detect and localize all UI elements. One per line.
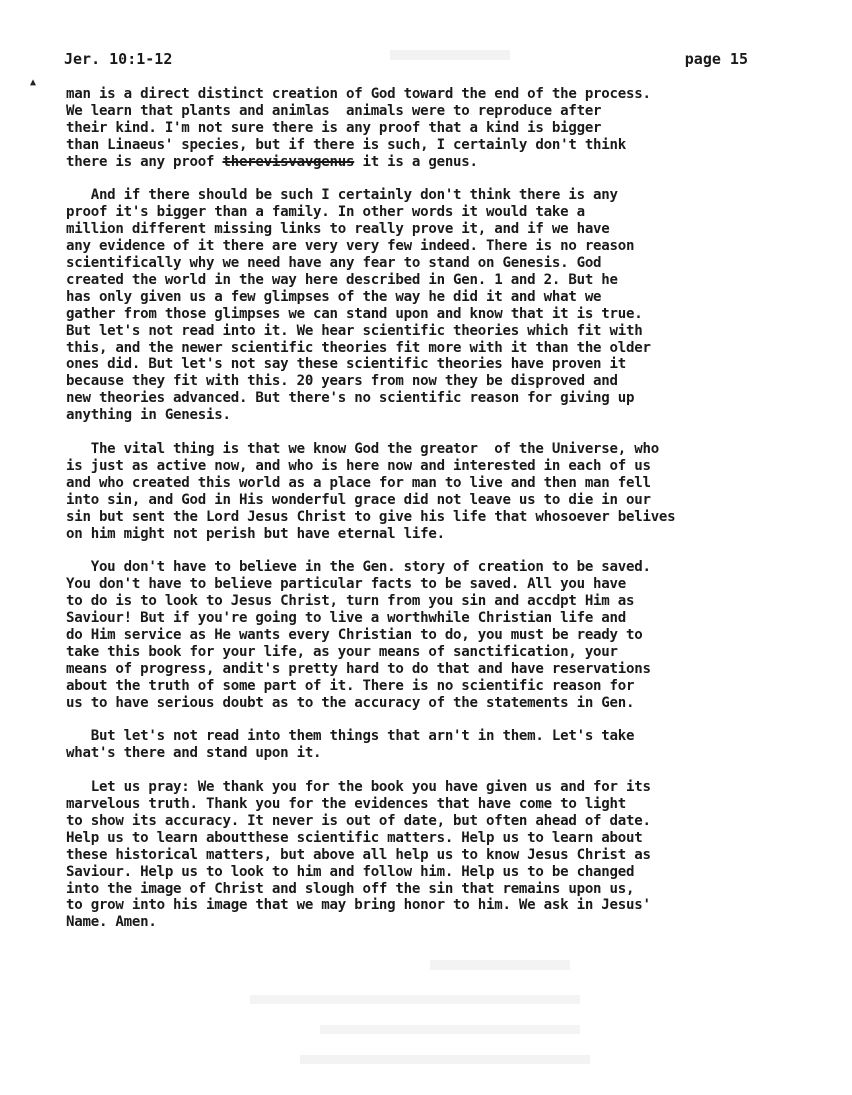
text-line: Name. Amen. [66, 914, 157, 931]
text-line: gather from those glimpses we can stand upon and know that it is true. [66, 305, 643, 322]
text-line: Saviour! But if you're going to live a worthwhile Christian life and [66, 610, 626, 627]
text-line: created the world in the way here described in Gen. 1 and 2. But he [66, 271, 618, 288]
paragraph [66, 187, 836, 424]
text-line: do Him service as He wants every Christian to do, you must be ready to [66, 626, 643, 643]
text-line: than Linaeus' species, but if there is such, I certainly don't think [66, 136, 626, 153]
text-line: their kind. I'm not sure there is any proof that a kind is bigger [66, 119, 602, 136]
paragraph [66, 728, 836, 762]
text-line: You don't have to believe in the Gen. story of creation to be saved. [66, 559, 651, 576]
text-fragment: it is a genus. [354, 153, 478, 170]
bleed-through-shadow [250, 995, 580, 1004]
text-line: But let's not read into them things that arn't in them. Let's take [66, 728, 635, 745]
scripture-reference: Jer. 10:1-12 [64, 50, 173, 68]
text-line: us to have serious doubt as to the accuracy of the statements in Gen. [66, 694, 635, 711]
bleed-through-shadow [430, 960, 570, 970]
text-line: You don't have to believe particular facts to be saved. All you have [66, 576, 626, 593]
text-line: Let us pray: We thank you for the book you have given us and for its [66, 779, 651, 796]
text-line: is just as active now, and who is here now and interested in each of us [66, 457, 651, 474]
text-line: The vital thing is that we know God the greator of the Universe, who [66, 441, 659, 457]
bleed-through-shadow [300, 1055, 590, 1064]
page-number: page 15 [684, 50, 748, 68]
text-line [66, 154, 836, 171]
bleed-through-shadow [320, 1025, 580, 1034]
text-line: and who created this world as a place for man to live and then man fell [66, 474, 651, 491]
text-line: sin but sent the Lord Jesus Christ to give his life that whosoever belives [66, 508, 676, 525]
text-line: But let's not read into it. We hear scientific theories which fit with [66, 322, 643, 339]
text-line: what's there and stand upon it. [66, 745, 322, 762]
text-line: Saviour. Help us to look to him and follow him. Help us to be changed [66, 863, 635, 880]
text-line: anything in Genesis. [66, 407, 231, 424]
text-line: marvelous truth. Thank you for the evidences that have come to light [66, 795, 626, 812]
text-line: about the truth of some part of it. There is no scientific reason for [66, 677, 635, 694]
text-line: to show its accuracy. It never is out of date, but often ahead of date. [66, 812, 651, 829]
text-line: on him might not perish but have eternal life. [66, 525, 445, 542]
bleed-through-shadow [390, 50, 510, 60]
text-line: man is a direct distinct creation of God toward the end of the process. [66, 86, 651, 102]
paragraph [66, 559, 836, 711]
text-line: We learn that plants and animlas animals were to reproduce after [66, 102, 602, 119]
text-line: million different missing links to really prove it, and if we have [66, 221, 610, 238]
text-line: to grow into his image that we may bring honor to him. We ask in Jesus' [66, 897, 651, 914]
struck-text: therevisvavgenus [222, 153, 355, 170]
sermon-body [66, 86, 836, 948]
text-line: these historical matters, but above all help us to know Jesus Christ as [66, 846, 651, 863]
text-line: And if there should be such I certainly don't think there is any [66, 187, 618, 204]
text-line: to do is to look to Jesus Christ, turn from you sin and accdpt Him as [66, 593, 635, 610]
text-line: has only given us a few glimpses of the way he did it and what we [66, 288, 602, 305]
text-line: ones did. But let's not say these scientific theories have proven it [66, 356, 626, 373]
text-line: Help us to learn aboutthese scientific matters. Help us to learn about [66, 829, 643, 846]
text-line: into the image of Christ and slough off the sin that remains upon us, [66, 880, 635, 897]
text-line: means of progress, andit's pretty hard to do that and have reservations [66, 660, 651, 677]
text-line: new theories advanced. But there's no scientific reason for giving up [66, 390, 635, 407]
text-line: because they fit with this. 20 years from now they be disproved and [66, 373, 618, 390]
text-line: any evidence of it there are very very few indeed. There is no reason [66, 238, 635, 255]
text-fragment: there is any proof [66, 153, 223, 170]
text-line: proof it's bigger than a family. In other words it would take a [66, 204, 585, 221]
paragraph [66, 779, 836, 931]
margin-mark-icon: ▲ [30, 77, 37, 88]
paragraph [66, 86, 836, 171]
text-line: take this book for your life, as your means of sanctification, your [66, 643, 618, 660]
text-line: this, and the newer scientific theories fit more with it than the older [66, 339, 651, 356]
paragraph [66, 441, 836, 542]
text-line: scientifically why we need have any fear to stand on Genesis. God [66, 255, 602, 272]
text-line: into sin, and God in His wonderful grace did not leave us to die in our [66, 491, 651, 508]
